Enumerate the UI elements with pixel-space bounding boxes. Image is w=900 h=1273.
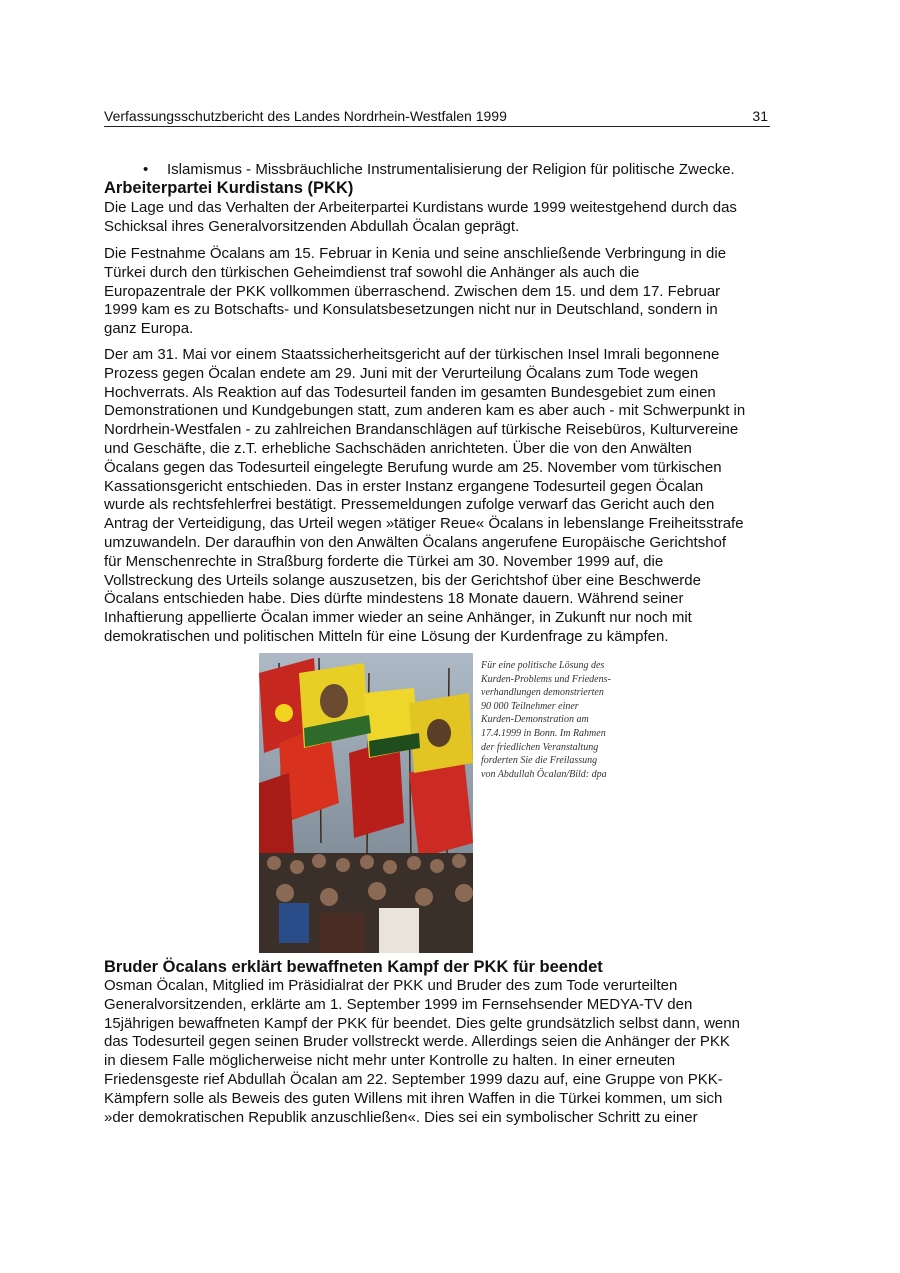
demonstration-photo bbox=[259, 653, 473, 953]
bullet-item bbox=[143, 160, 735, 179]
paragraph: Der am 31. Mai vor einem Staatssicherheitsgericht auf der türkischen Insel Imrali begonnene Prozess gegen Öcalan endete am 29. Juni mit der Verurteilung Öcalans zum Tode wegen Hochverrats. Als Reaktion auf das Todesurteil fanden im gesamten Bundesgebiet zum einen Demonstrationen und Kundgebungen statt, zum anderen kam es aber auch - mit Schwerpunkt in Nordrhein-Westfalen - zu zahlreichen Brandanschlägen auf türkische Reisebüros, Kulturvereine und Geschäfte, die z.T. erhebliche Sachschäden anrichteten. Über die von den Anwälten Öcalans gegen das Todesurteil eingelegte Berufung wurde am 25. November vom türkischen Kassationsgericht entschieden. Das in erster Instanz ergangene Todesurteil gegen Öcalan wurde als rechtsfehlerfrei bestätigt. Pressemeldungen zufolge verwarf das Gericht auch den Antrag der Verteidigung, das Urteil wegen »tätiger Reue« Öcalans in lebenslange Freiheitsstrafe umzuwandeln. Der daraufhin von den Anwälten Öcalans angerufene Europäische Gerichtshof für Menschenrechte in Straßburg forderte die Türkei am 30. November 1999 auf, die Vollstreckung des Urteils solange auszusetzen, bis der Gerichtshof über eine Beschwerde Öcalans entschieden habe. Dies dürfte mindestens 18 Monate dauern. Während seiner Inhaftierung appellierte Öcalan immer wieder an seine Anhänger, in Zukunft nur noch mit demokratischen und politischen Mitteln für eine Lösung der Kurdenfrage zu kämpfen. bbox=[104, 346, 746, 645]
paragraph: Osman Öcalan, Mitglied im Präsidialrat der PKK und Bruder des zum Tode verurteilten Generalvorsitzenden, erklärte am 1. September 1999 im Fernsehsender MEDYA-TV den 15jährigen bewaffneten Kampf der PKK für beendet. Dies gelte grundsätzlich selbst dann, wenn das Todesurteil gegen seinen Bruder vollstreckt werde. Allerdings seien die Anhänger der PKK in diesem Falle möglicherweise nicht mehr unter Kontrolle zu halten. In einer erneuten Friedensgeste rief Abdullah Öcalan am 22. September 1999 dazu auf, eine Gruppe von PKK- Kämpfern solle als Beweis des guten Willens mit ihren Waffen in die Türkei kommen, um sich »der demokratischen Republik anzuschließen«. Dies sei ein symbolischer Schritt zu einer bbox=[104, 977, 740, 1126]
section-heading-pkk: Arbeiterpartei Kurdistans (PKK) bbox=[104, 179, 354, 197]
page-header bbox=[104, 107, 770, 127]
bullet-text: Islamismus - Missbräuchliche Instrumentalisierung der Religion für politische Zwecke. bbox=[167, 161, 735, 178]
page-number: 31 bbox=[752, 108, 768, 124]
report-title: Verfassungsschutzbericht des Landes Nordrhein-Westfalen 1999 bbox=[104, 108, 507, 124]
bullet-dot-icon: • bbox=[143, 161, 149, 178]
section-heading-ceasefire: Bruder Öcalans erklärt bewaffneten Kampf der PKK für beendet bbox=[104, 958, 603, 976]
photo-caption: Für eine politische Lösung des Kurden-Problems und Friedens- verhandlungen demonstrierten 90 000 Teilnehmer einer Kurden-Demonstration am 17.4.1999 in Bonn. Im Rahmen der friedlichen Veranstaltung forderten Sie die Freilassung von Abdullah Öcalan/Bild: dpa bbox=[481, 660, 611, 780]
paragraph: Die Festnahme Öcalans am 15. Februar in Kenia und seine anschließende Verbringung in die Türkei durch den türkischen Geheimdienst traf sowohl die Anhänger als auch die Europazentrale der PKK vollkommen überraschend. Zwischen dem 15. und dem 17. Februar 1999 kam es zu Botschafts- und Konsulatsbesetzungen nicht nur in Deutschland, sondern in ganz Europa. bbox=[104, 245, 727, 338]
paragraph: Die Lage und das Verhalten der Arbeiterpartei Kurdistans wurde 1999 weitestgehend durch das Schicksal ihres Generalvorsitzenden Abdullah Öcalan geprägt. bbox=[104, 199, 737, 235]
